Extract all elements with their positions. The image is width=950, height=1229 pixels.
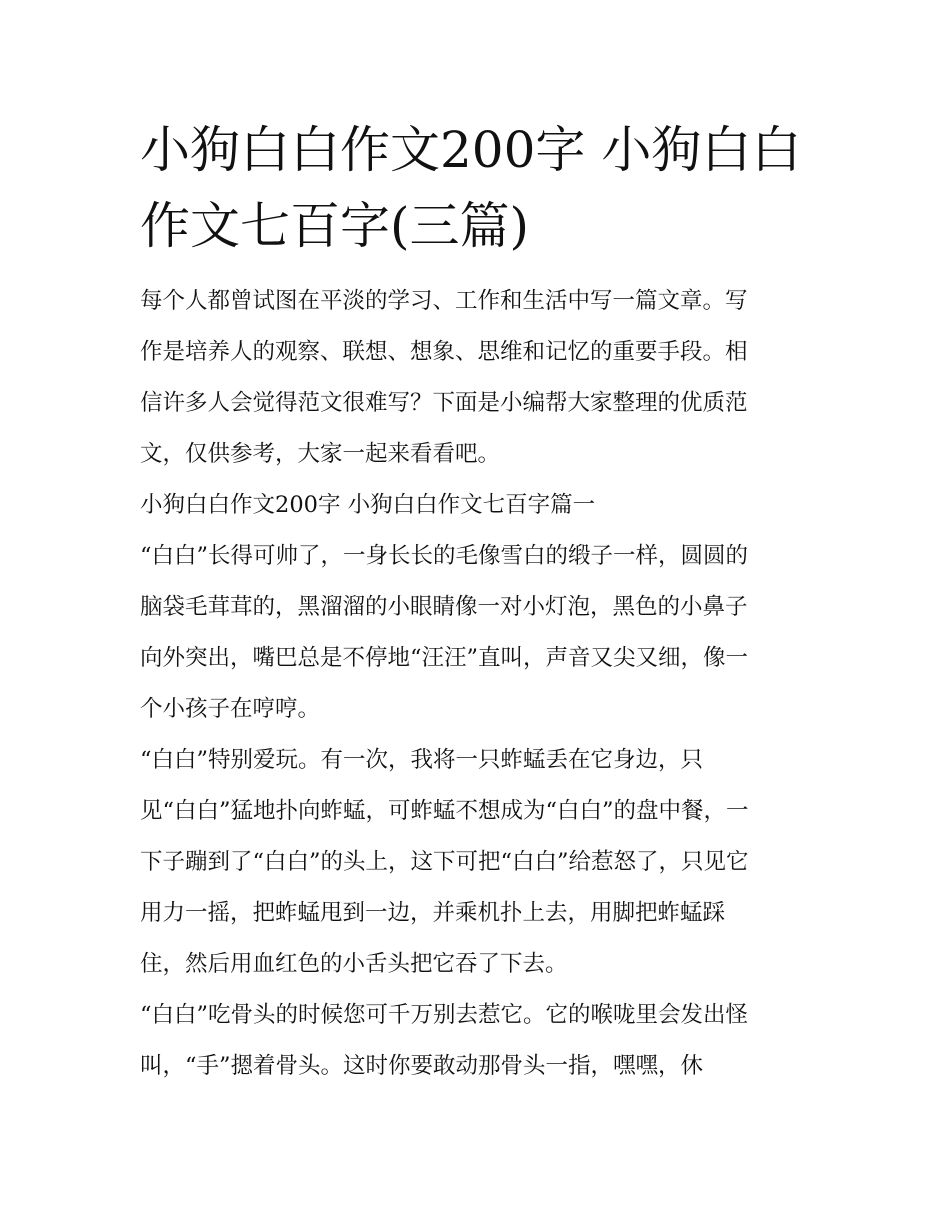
paragraph-line: 向外突出，嘴巴总是不停地“汪汪”直叫，声音又尖又细，像一 [140,645,749,671]
document-body [140,276,820,1092]
paragraph-line: 文，仅供参考，大家一起来看看吧。 [140,441,501,467]
paragraph-line: 下子蹦到了“白白”的头上，这下可把“白白”给惹怒了，只见它 [140,849,749,875]
section-heading: 小狗白白作文200字 小狗白白作文七百字篇一 [140,492,596,518]
title-line: 小狗白白作文200字 小狗白白 [140,121,802,179]
paragraph-line: “白白”吃骨头的时候您可千万别去惹它。它的喉咙里会发出怪 [140,1002,749,1028]
paragraph-line: 叫，“手”摁着骨头。这时你要敢动那骨头一指，嘿嘿，休 [140,1053,704,1079]
title-line: 作文七百字(三篇) [140,197,530,255]
paragraph-line: “白白”特别爱玩。有一次，我将一只蚱蜢丢在它身边，只 [140,747,704,773]
paragraph-line: 脑袋毛茸茸的，黑溜溜的小眼睛像一对小灯泡，黑色的小鼻子 [140,594,748,620]
paragraph-line: 每个人都曾试图在平淡的学习、工作和生活中写一篇文章。写 [140,288,748,314]
document-title [140,112,820,264]
paragraph-line: 住，然后用血红色的小舌头把它吞了下去。 [140,951,568,977]
paragraph-line: 信许多人会觉得范文很难写？下面是小编帮大家整理的优质范 [140,390,748,416]
paragraph-line: 个小孩子在哼哼。 [140,696,321,722]
paragraph-line: 见“白白”猛地扑向蚱蜢，可蚱蜢不想成为“白白”的盘中餐，一 [140,798,749,824]
paragraph-line: 用力一摇，把蚱蜢甩到一边，并乘机扑上去，用脚把蚱蜢踩 [140,900,726,926]
paragraph-line: “白白”长得可帅了，一身长长的毛像雪白的缎子一样，圆圆的 [140,543,749,569]
paragraph-line: 作是培养人的观察、联想、想象、思维和记忆的重要手段。相 [140,339,748,365]
